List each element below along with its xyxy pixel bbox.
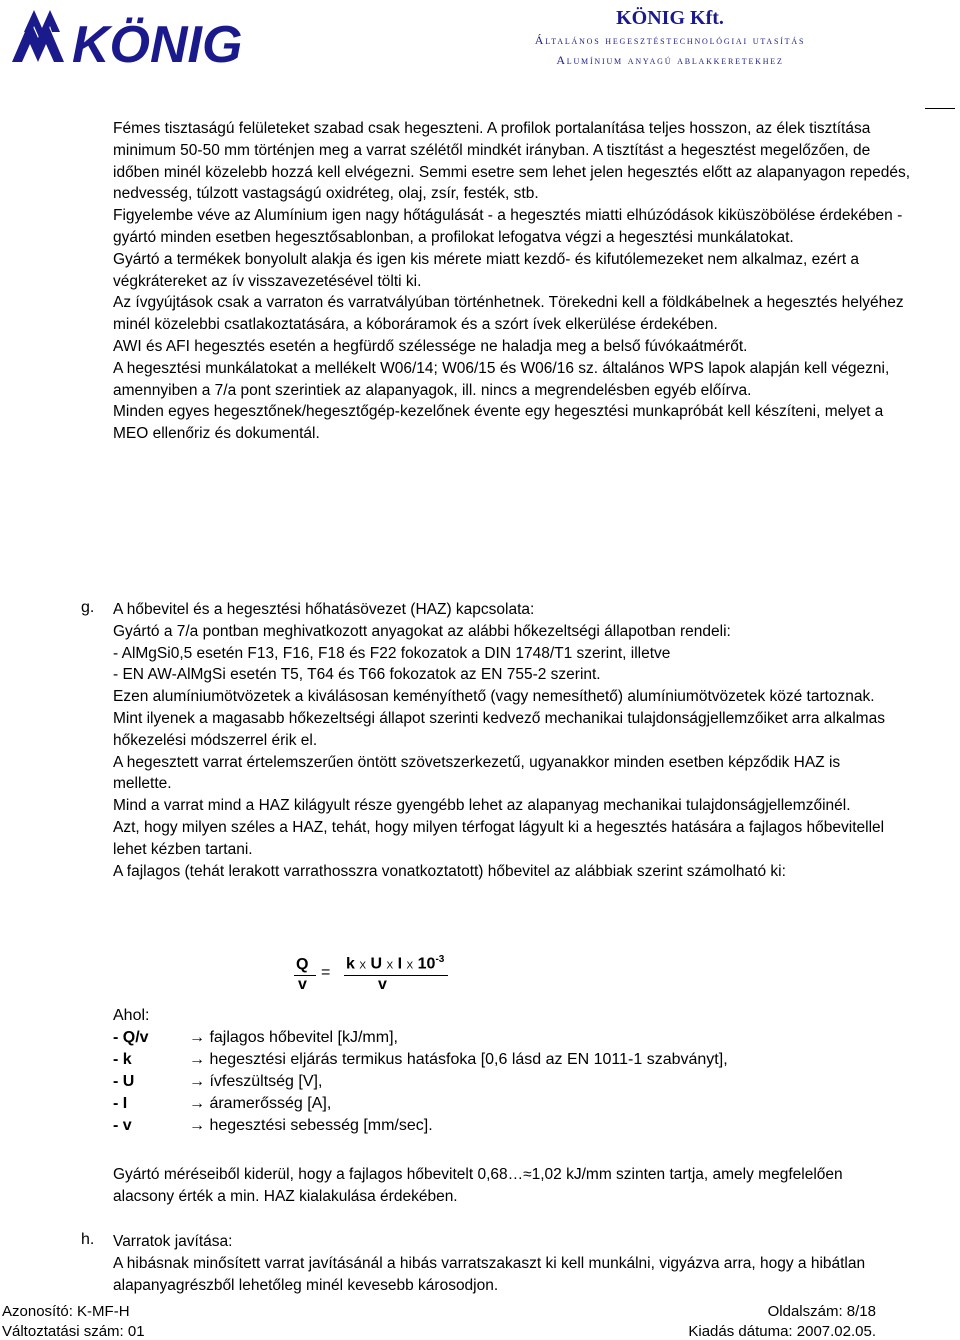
formula-equals: = [321,964,331,981]
logo-text: KÖNIG [72,16,243,72]
intro-paragraph: Figyelembe véve az Alumínium igen nagy hőtágulását - a hegesztés miatti elhúzódások kiküszöbölése érdekében - gyártó minden esetben hegesztősablonban, a profilokat lefogatva végzi a hegesztési munkálatokat. [113,207,903,246]
intro-text [113,118,913,445]
intro-paragraph: Minden egyes hegesztőnek/hegesztőgép-kezelőnek évente egy hegesztési munkapróbát kell készíteni, melyet a MEO ellenőriz és dokumentál. [113,403,884,443]
legend-description: → áramerősség [A], [189,1095,332,1112]
formula-v-right: v [378,976,387,993]
formula-exponent: -3 [435,954,445,965]
legend-row [113,1071,323,1093]
margin-dash [925,108,955,109]
legend-description: → hegesztési eljárás termikus hatásfoka [0,6 lásd az EN 1011-1 szabványt], [189,1051,728,1068]
section-g-paragraph: Mind a varrat mind a HAZ kilágyult része gyengébb lehet az alapanyag mechanikai tulajdonságjellemzőinél. [113,797,851,815]
legend-symbol: - Q/v [113,1029,149,1046]
legend-row [113,1115,433,1137]
section-g-paragraph: A hegesztett varrat értelemszerűen öntött szövetszerkezetű, ugyanakkor minden esetben képződik HAZ is mellette. [113,753,841,793]
formula-i: I [397,955,403,973]
page-header [0,0,960,78]
konig-logo [10,2,255,72]
page-number: Oldalszám: 8/18 [767,1303,876,1320]
legend-symbol: - k [113,1051,132,1068]
section-h-text [113,1231,883,1296]
company-name: KÖNIG Kft. [616,7,724,29]
formula-ten: 10 [417,955,436,973]
intro-paragraph: Gyártó a termékek bonyolult alakja és igen kis mérete miatt kezdő- és kifutólemezeket nem alkalmaz, ezért a végkrátereket az ív visszavezetésével tölti ki. [113,250,860,290]
document-subtitle: Alumínium anyagú ablakkeretekhez [556,53,784,67]
legend-symbol: - v [113,1117,132,1134]
page-footer [0,1301,960,1339]
formula-times: X [406,960,414,972]
legend-description: → fajlagos hőbevitel [kJ/mm], [189,1029,398,1046]
formula-q: Q [296,956,309,973]
section-g-text [113,599,903,882]
intro-paragraph: Az ívgyújtások csak a varraton és varratvályúban történhetnek. Törekedni kell a földkábelnek a hegesztés helyéhez minél közelebbi csatlakoztatására, a kóboráramok és a szórt ívek elkerülése érdekében. [113,294,904,334]
legend-title: Ahol: [113,1007,150,1024]
section-h-title: Varratok javítása: [113,1233,233,1250]
issue-date: Kiadás dátuma: 2007.02.05. [688,1323,876,1340]
section-g-paragraph: - AlMgSi0,5 esetén F13, F16, F18 és F22 fokozatok a DIN 1748/T1 szerint, illetve [113,644,671,662]
legend-row [113,1093,332,1115]
intro-paragraph: Fémes tisztaságú felületeket szabad csak hegeszteni. A profilok portalanítása teljes hosszon, az élek tisztítása minimum 50-50 mm történjen meg a varrat szélétől mindkét irányban. A tisztítást a hegesztést megelőzően, de időben minél közelebb hozzá kell elvégezni. Semmi esetre sem lehet jelen hegesztés előtt az alapanyagon repedés, nedvesség, túlzott vastagságú oxidréteg, olaj, zsír, festék, stb. [113,120,911,203]
legend-description: → hegesztési sebesség [mm/sec]. [189,1117,433,1134]
change-number: Változtatási szám: 01 [2,1323,145,1340]
formula-v-left: v [298,976,307,993]
legend-row [113,1049,728,1071]
formula-k: k [346,955,355,973]
legend-symbol: - U [113,1073,135,1090]
document-title: Általános hegesztéstechnológiai utasítás [534,33,806,47]
section-g-letter: g. [81,599,95,616]
section-h-body: A hibásnak minősített varrat javításánál a hibás varratszakaszt ki kell munkálni, vigyázva arra, hogy a hibátlan alapanyagrészből lehetőleg minél kevesebb károsodjon. [113,1254,866,1294]
section-g-paragraph: A fajlagos (tehát lerakott varrathosszra vonatkoztatott) hőbevitel az alábbiak szerint számolható ki: [113,862,786,880]
section-g-paragraph: - EN AW-AlMgSi esetén T5, T64 és T66 fokozatok az EN 755-2 szerint. [113,666,601,684]
legend-row [113,1027,398,1049]
formula-legend [113,1005,728,1137]
heat-input-formula [286,950,466,996]
formula-times: X [359,960,367,972]
formula-u: U [370,955,383,973]
intro-paragraph: AWI és AFI hegesztés esetén a hegfürdő szélessége ne haladja meg a belső fúvókaátmérőt. [113,337,748,355]
section-h-letter: h. [81,1231,95,1248]
fraction-line-right [344,975,448,976]
formula-times: X [386,960,394,972]
legend-symbol: - I [113,1095,128,1112]
document-id: Azonosító: K-MF-H [2,1303,130,1320]
legend-description: → ívfeszültség [V], [189,1073,323,1090]
conclusion-text: Gyártó méréseiből kiderül, hogy a fajlagos hőbevitelt 0,68…≈1,02 kJ/mm szinten tartja, amely megfelelően alacsony érték a min. HAZ kialakulása érdekében. [113,1166,843,1205]
company-block [420,6,920,70]
section-g-paragraph: Gyártó a 7/a pontban meghivatkozott anyagokat az alábbi hőkezeltségi állapotban rendeli: [113,622,731,640]
section-g-paragraph: Ezen alumíniumötvözetek a kiválásosan keményíthető (vagy nemesíthető) alumíniumötvözetek közé tartoznak. Mint ilyenek a magasabb hőkezeltségi állapot szerinti kedvező mechanikai tulajdonságjellemzőiket arra alkalmas hőkezelési módszerrel érik el. [113,688,885,749]
section-g-title: A hőbevitel és a hegesztési hőhatásövezet (HAZ) kapcsolata: [113,601,535,618]
formula-numerator [346,954,444,973]
intro-paragraph: A hegesztési munkálatokat a mellékelt W06/14; W06/15 és W06/16 sz. általános WPS lapok alapján kell végezni, amennyiben a 7/a pont szerintiek az alapanyagok, ill. nincs a megrendelésben egyéb előírva. [113,359,890,399]
section-g-paragraph: Azt, hogy milyen széles a HAZ, tehát, hogy milyen térfogat lágyult ki a hegesztés hatására a fajlagos hőbevitellel lehet kézben tartani. [113,818,885,858]
